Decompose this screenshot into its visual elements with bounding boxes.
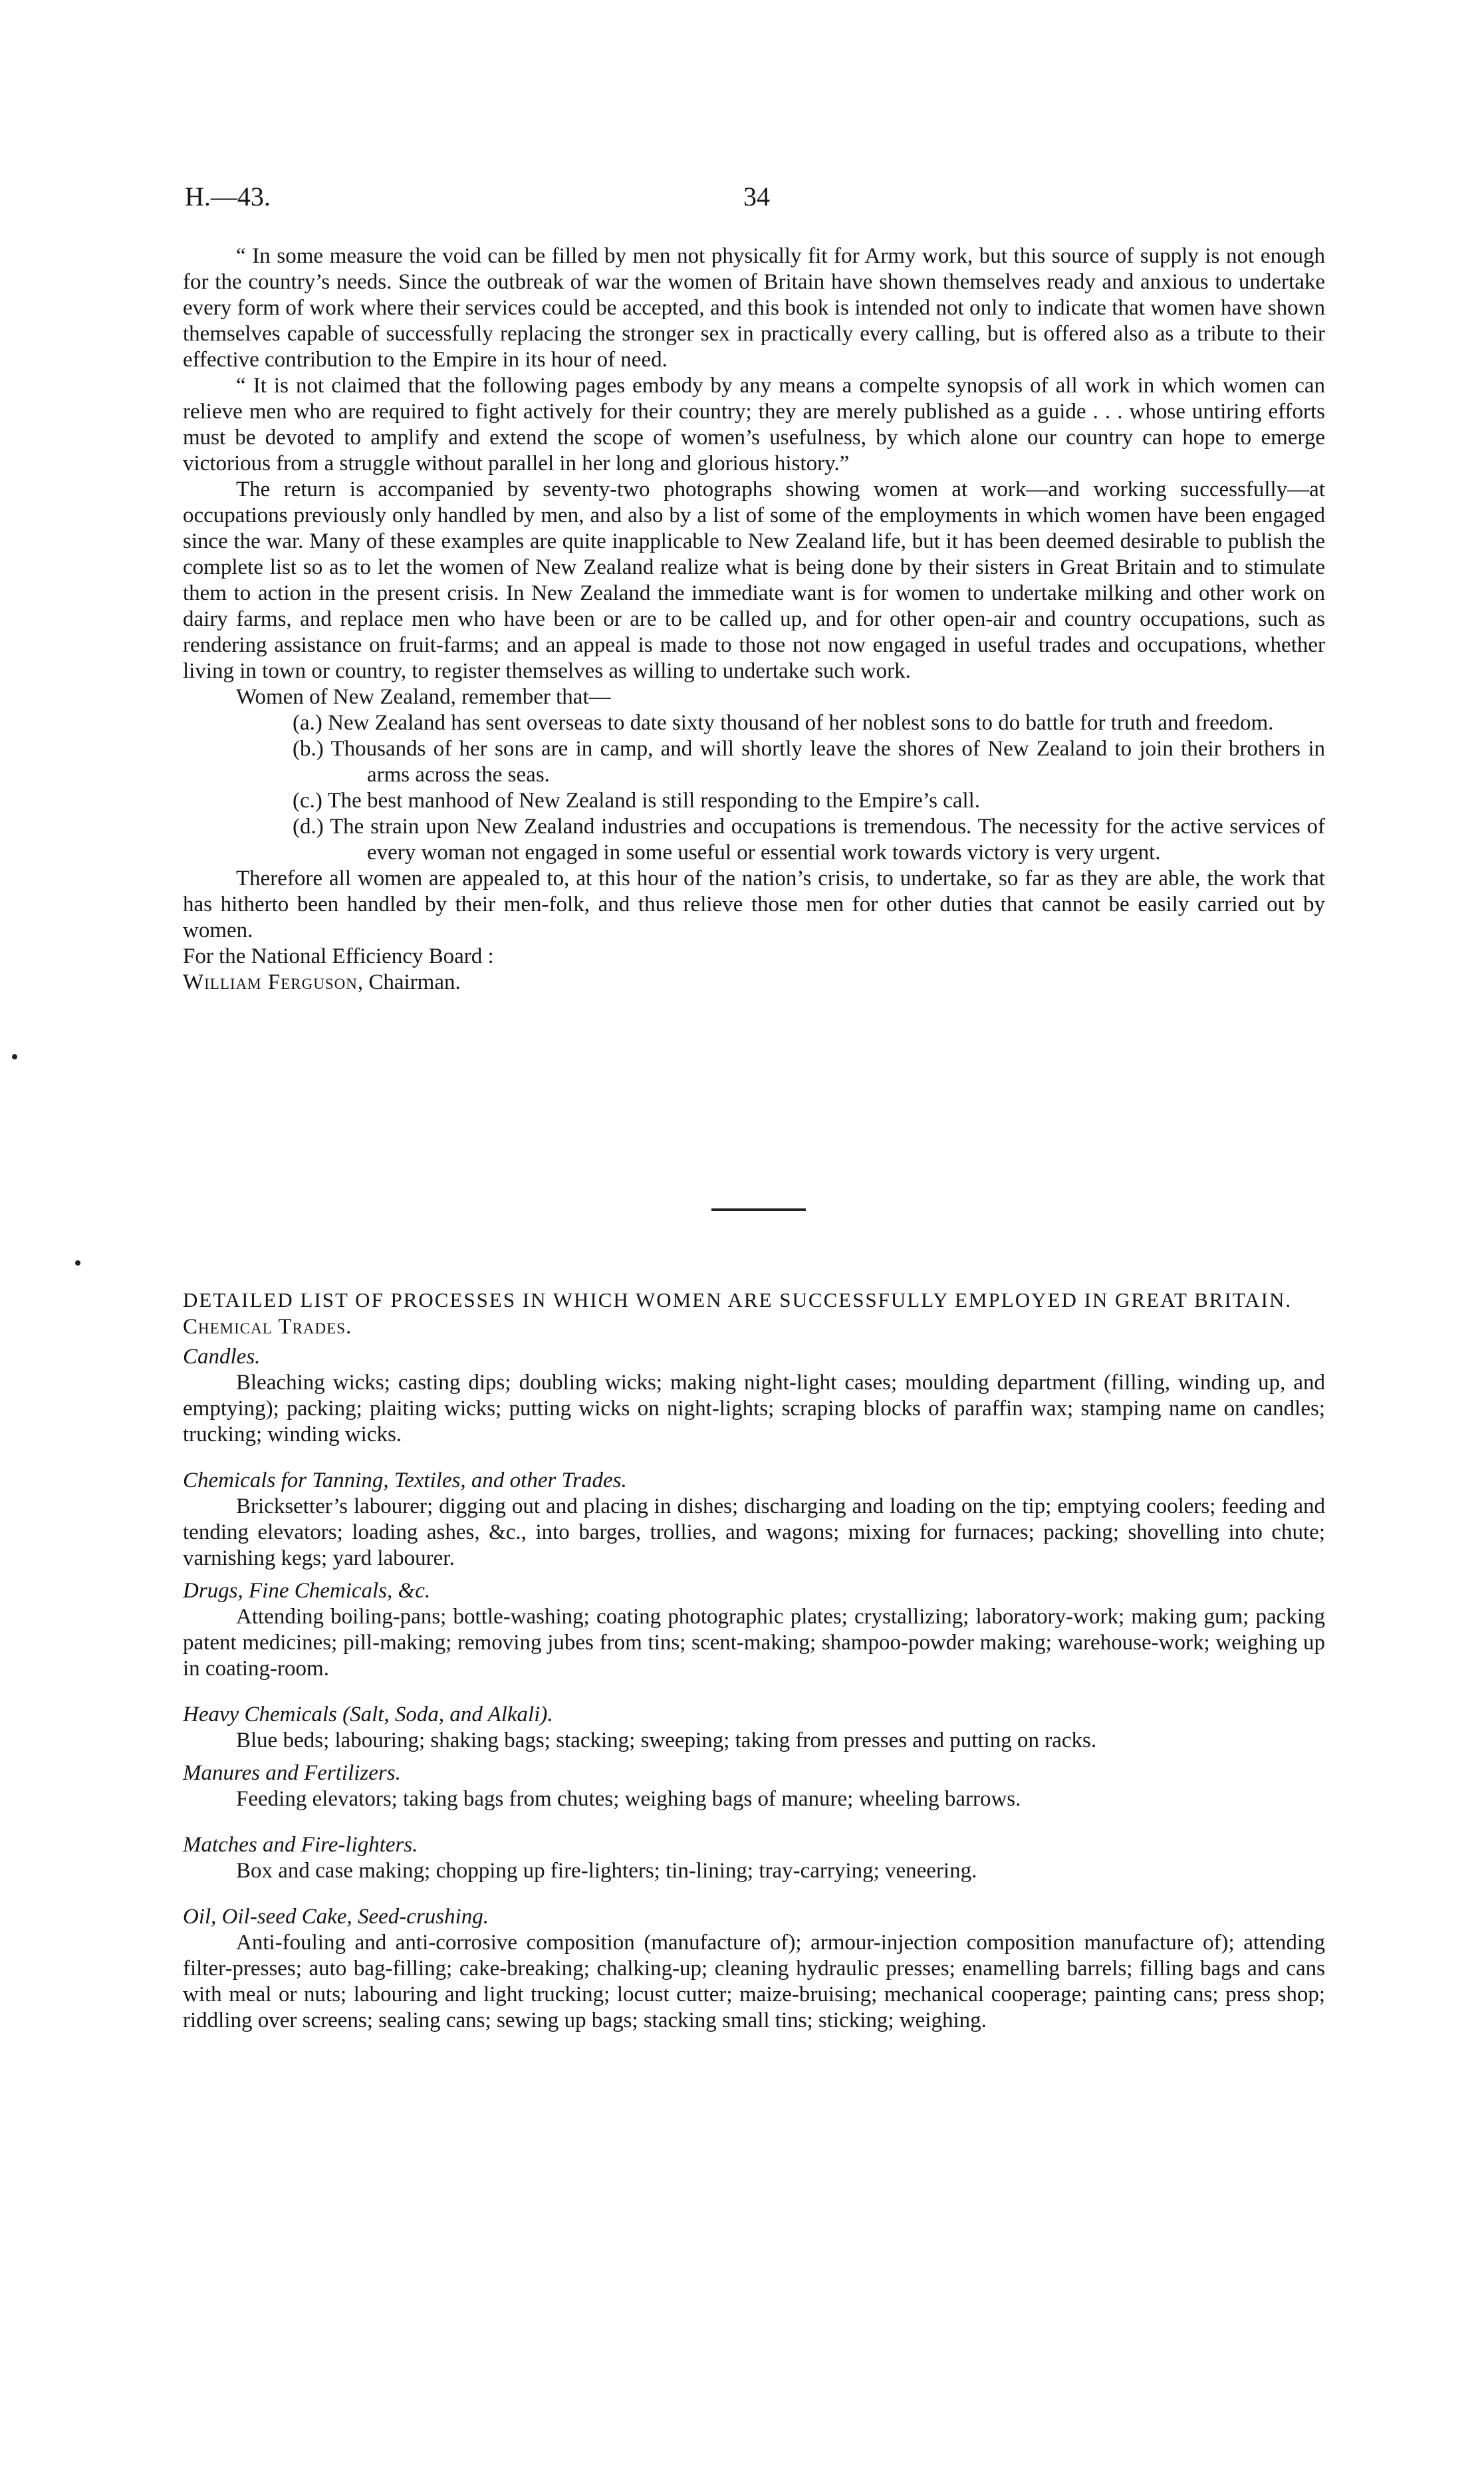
- return-paragraph: The return is accompanied by seventy-two photographs showing women at work—and working successfully—at occupations previously only handled by men, and also by a list of some of the employments in which women have been engaged since the war. Many of these examples are quite inapplicable to New Zealand life, but it has been deemed desirable to publish the complete list so as to let the women of New Zealand realize what is being done by their sisters in Great Britain and to stimulate them to action in the present crisis. In New Zealand the immediate want is for women to undertake milking and other work on dairy farms, and replace men who have been or are to be called up, and for other open-air and country occupations, such as rendering assistance on fruit-farms; and an appeal is made to those not now engaged in useful trades and occupations, whether living in town or country, to register themselves as willing to undertake such work.: [183, 478, 1325, 683]
- report-reference: H.—43.: [185, 182, 271, 211]
- list-item: (d.) The strain upon New Zealand industries and occupations is tremendous. The necessity for the active services of every woman not engaged in some useful or essential work towards victory is very urgent.: [293, 815, 1325, 865]
- subsection-heading: Oil, Oil-seed Cake, Seed-crushing.: [183, 1905, 489, 1929]
- subsection-heading: Manures and Fertilizers.: [183, 1761, 401, 1785]
- subsection-text: Box and case making; chopping up fire-lighters; tin-lining; tray-carrying; veneering.: [236, 1859, 977, 1883]
- subsection-text: Bricksetter’s labourer; digging out and placing in dishes; discharging and loading on the tip; emptying coolers; feeding and tending elevators; loading ashes, &c., into barges, trollies, and wagons; mixing for furnaces; packing; shovelling into chute; varnishing kegs; yard labourer.: [183, 1494, 1325, 1570]
- list-intro: Women of New Zealand, remember that—: [236, 685, 611, 709]
- subsection-text: Feeding elevators; taking bags from chutes; weighing bags of manure; wheeling barrows.: [236, 1787, 1021, 1811]
- quote-paragraph-2: “ It is not claimed that the following pages embody by any means a compelte synopsis of all work in which women can relieve men who are required to fight actively for their country; they are merely published as a guide . . . whose untiring efforts must be devoted to amplify and extend the scope of women’s usefulness, by which alone our country can hope to emerge victorious from a struggle without parallel in her long and glorious history.”: [183, 374, 1325, 476]
- subsection-text: Anti-fouling and anti-corrosive composition (manufacture of); armour-injection composition manufacture of); attending filter-presses; auto bag-filling; cake-breaking; chalking-up; cleaning hydraulic presses; enamelling barrels; filling bags and cans with meal or nuts; labouring and light trucking; locust cutter; maize-bruising; mechanical cooperage; painting cans; press shop; riddling over screens; sealing cans; sewing up bags; stacking small tins; sticking; weighing.: [183, 1931, 1325, 2032]
- signatory-name: William Ferguson: [183, 970, 358, 994]
- list-item: (c.) The best manhood of New Zealand is still responding to the Empire’s call.: [293, 789, 981, 813]
- list-item: (a.) New Zealand has sent overseas to date sixty thousand of her noblest sons to do battle for truth and freedom.: [293, 711, 1274, 735]
- subsection-heading: Chemicals for Tanning, Textiles, and other Trades.: [183, 1468, 627, 1492]
- subsection-heading: Matches and Fire-lighters.: [183, 1833, 418, 1857]
- section-heading: Chemical Trades.: [183, 1315, 352, 1339]
- signatory-title: , Chairman.: [357, 970, 461, 994]
- signature-line: [183, 970, 1325, 996]
- board-letter: [183, 243, 1325, 996]
- signoff-line: For the National Efficiency Board :: [183, 944, 494, 968]
- list-item: (b.) Thousands of her sons are in camp, and will shortly leave the shores of New Zealand to join their brothers in arms across the seas.: [293, 737, 1325, 787]
- list-title: DETAILED LIST OF PROCESSES IN WHICH WOMEN ARE SUCCESSFULLY EMPLOYED IN GREAT BRITAIN.: [183, 1288, 1293, 1311]
- subsection-heading: Drugs, Fine Chemicals, &c.: [183, 1579, 431, 1603]
- section-divider: [711, 1208, 806, 1211]
- quote-paragraph-1: “ In some measure the void can be filled by men not physically fit for Army work, but this source of supply is not enough for the country’s needs. Since the outbreak of war the women of Britain have shown themselves ready and anxious to undertake every form of work where their services could be accepted, and this book is intended not only to indicate that women have shown themselves capable of successfully replacing the stronger sex in practically every calling, but is offered also as a tribute to their effective contribution to the Empire in its hour of need.: [183, 244, 1325, 372]
- page-number: 34: [743, 182, 770, 211]
- subsection-heading: Heavy Chemicals (Salt, Soda, and Alkali).: [183, 1703, 553, 1726]
- subsection-text: Attending boiling-pans; bottle-washing; coating photographic plates; crystallizing; laboratory-work; making gum; packing patent medicines; pill-making; removing jubes from tins; scent-making; shampoo-powder making; warehouse-work; weighing up in coating-room.: [183, 1605, 1325, 1681]
- closing-paragraph: Therefore all women are appealed to, at this hour of the nation’s crisis, to undertake, so far as they are able, the work that has hitherto been handled by their men-folk, and thus relieve those men for other duties that cannot be easily carried out by women.: [183, 867, 1325, 942]
- scan-speck: [12, 1054, 17, 1059]
- process-list: [183, 1287, 1325, 2034]
- subsection-text: Blue beds; labouring; shaking bags; stacking; sweeping; taking from presses and putting on racks.: [236, 1728, 1097, 1752]
- scan-speck: [75, 1260, 80, 1266]
- reminder-list: [293, 710, 1325, 866]
- subsection-heading: Candles.: [183, 1345, 261, 1369]
- subsection-text: Bleaching wicks; casting dips; doubling wicks; making night-light cases; moulding department (filling, winding up, and emptying); packing; plaiting wicks; putting wicks on night-lights; scraping blocks of paraffin wax; stamping name on candles; trucking; winding wicks.: [183, 1371, 1325, 1447]
